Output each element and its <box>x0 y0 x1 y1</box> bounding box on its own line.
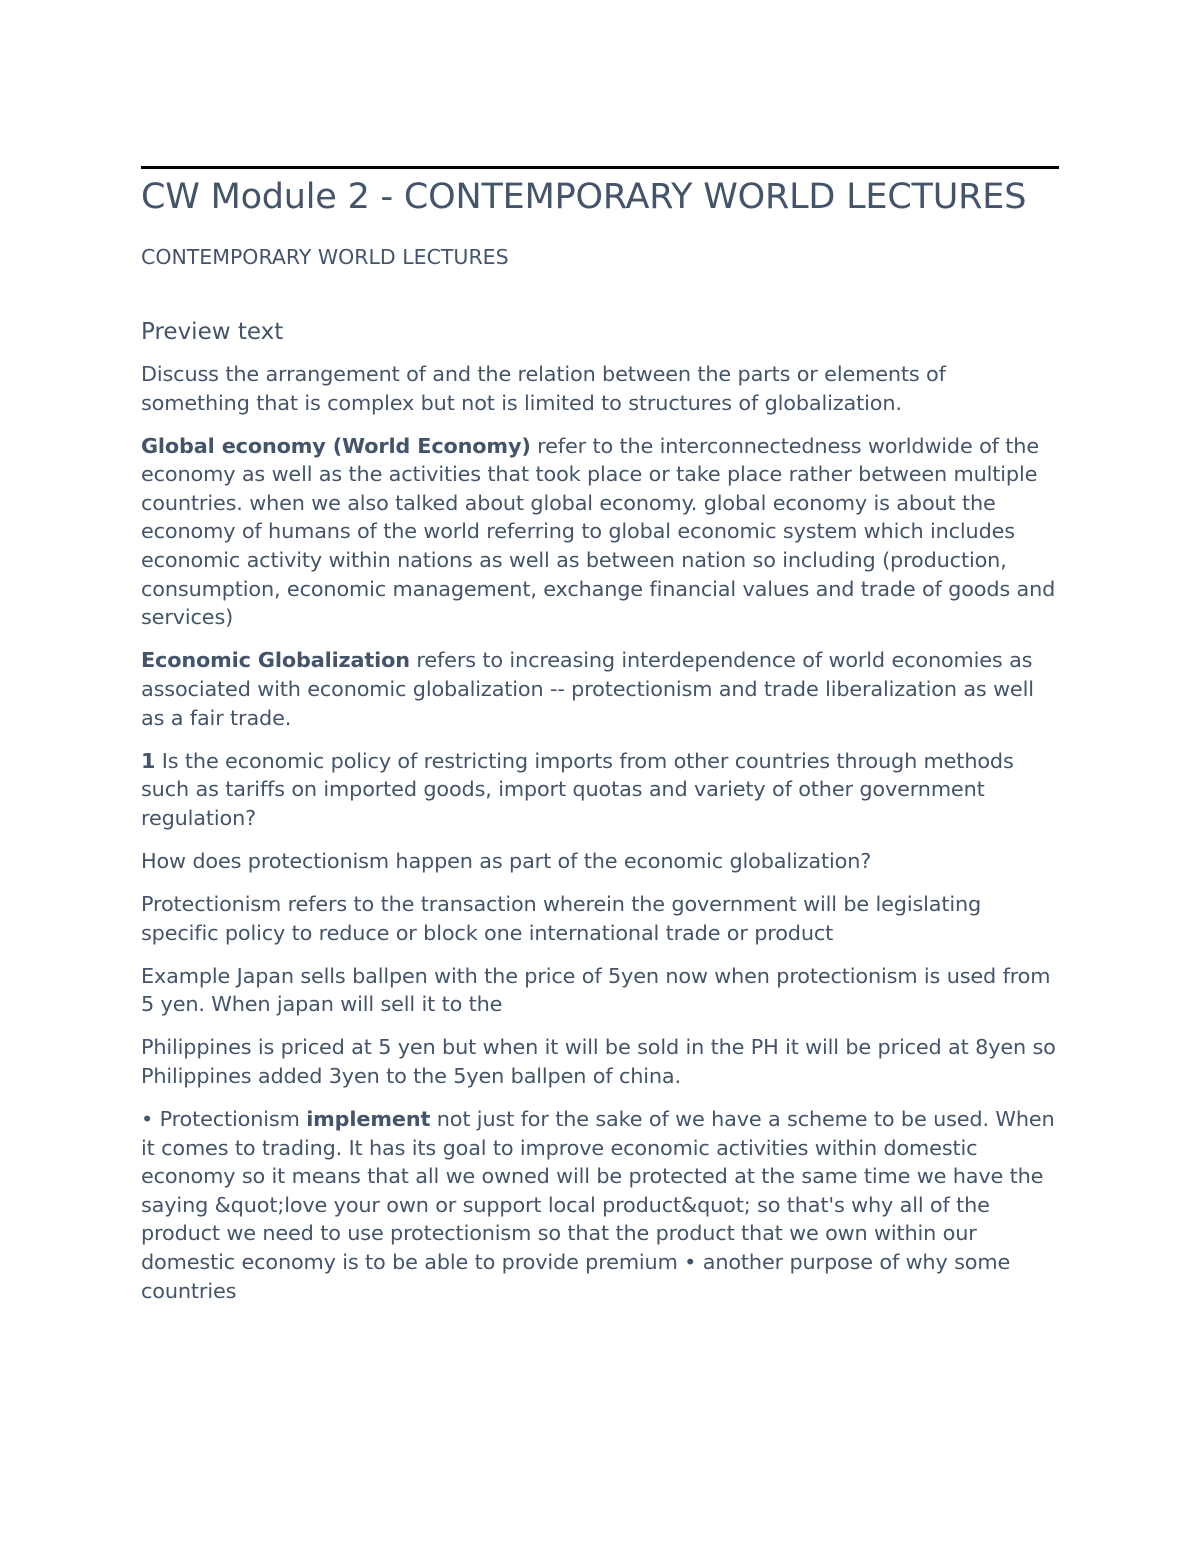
paragraph-protectionism-implement: • Protectionism implement not just for the sake of we have a scheme to be used. When it comes to trading. It has its goal to improve economic activities within domestic economy so it means that all we owned will be protected at the same time we have the saying &quot;love your own or support local product&quot; so that's why all of the product we need to use protectionism so that the product that we own within our domestic economy is to be able to provide premium • another purpose of why some countries <box>141 1107 1055 1303</box>
paragraph-example-philippines: Philippines is priced at 5 yen but when it will be sold in the PH it will be priced at 8yen so Philippines added 3yen to the 5yen ballpen of china. <box>141 1035 1056 1088</box>
paragraph-example-japan: Example Japan sells ballpen with the price of 5yen now when protectionism is used from 5 yen. When japan will sell it to the <box>141 963 1051 1017</box>
paragraph-protectionism-definition: Protectionism refers to the transaction wherein the government will be legislating specific policy to reduce or block one international trade or product <box>141 892 982 945</box>
paragraph-global-economy: Global economy (World Economy) refer to the interconnectedness worldwide of the economy as well as the activities that took place or take place rather between multiple countries. when we also talked about global economy. global economy is about the economy of humans of the world referring to global economic system which includes economic activity within nations as well as between nation so including (production, consumption, economic management, exchange financial values and trade of goods and services) <box>141 433 1056 630</box>
term-implement: implement <box>306 1107 431 1132</box>
paragraph-protectionism-question: How does protectionism happen as part of the economic globalization? <box>141 848 872 873</box>
preview-heading: Preview text <box>141 319 284 345</box>
title-rule <box>141 166 1059 169</box>
document-title: CW Module 2 - CONTEMPORARY WORLD LECTURES <box>141 177 1027 217</box>
document-page <box>141 166 1059 1305</box>
paragraph-economic-globalization: Economic Globalization refers to increasing interdependence of world economies as associated with economic globalization -- protectionism and trade liberalization as well as a fair trade. <box>141 648 1034 730</box>
paragraph-question-1: 1 Is the economic policy of restricting imports from other countries through methods such as tariffs on imported goods, import quotas and variety of other government regulation? <box>141 748 1014 830</box>
paragraph-intro: Discuss the arrangement of and the relation between the parts or elements of something that is complex but not is limited to structures of globalization. <box>141 362 946 415</box>
term-economic-globalization: Economic Globalization <box>141 648 410 673</box>
term-global-economy: Global economy (World Economy) <box>141 433 531 458</box>
question-number: 1 <box>141 748 156 773</box>
document-subtitle: CONTEMPORARY WORLD LECTURES <box>141 245 509 269</box>
